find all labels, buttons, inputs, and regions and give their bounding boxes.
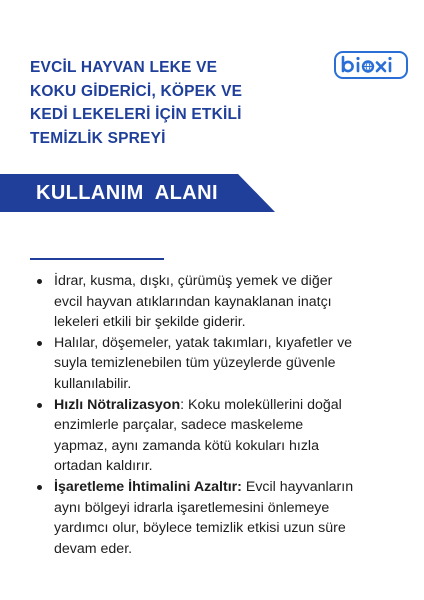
item-lead: İşaretleme İhtimalini Azaltır: [54,478,242,495]
item-line [54,477,406,498]
bioxi-logo [334,51,408,79]
bullet-icon [37,341,42,346]
list-item [26,395,406,477]
title-line-4: TEMİZLİK SPREYİ [30,129,166,147]
title-line-3: KEDİ LEKELERİ İÇİN ETKİLİ [30,106,242,123]
item-line: evcil hayvan atıklarından kaynaklanan inatçı [54,293,332,310]
list-item [26,271,406,333]
item-line: yardımcı olur, böylece temizlik etkisi uzun süre [54,520,346,537]
logo-wordmark-icon [339,54,403,76]
bullet-icon [37,403,42,408]
item-line: aynı bölgeyi idrarla işaretlemesini önlemeye [54,499,330,516]
bullet-icon [37,485,42,490]
item-line: lekeleri etkili bir şekilde giderir. [54,314,246,331]
item-lead-rest: : Koku moleküllerini doğal [180,396,342,413]
item-line: suyla temizlenebilen tüm yüzeylerde güvenle [54,355,336,372]
item-lead: Hızlı Nötralizasyon [54,396,181,413]
usage-area-banner [0,174,275,212]
item-lead-rest: Evcil hayvanların [241,478,354,495]
title-line-2: KOKU GİDERİCİ, KÖPEK VE [30,82,243,100]
bullet-icon [37,279,42,284]
item-line: enzimlerle parçalar, sadece maskeleme [54,417,304,434]
list-item [26,333,406,395]
divider [30,258,164,260]
list-item [26,477,406,559]
item-line: yapmaz, aynı zamanda kötü kokuları hızla [54,437,319,454]
item-line: ortadan kaldırır. [54,458,153,475]
banner-label: KULLANIM ALANI [36,182,218,204]
usage-list [26,271,406,559]
item-line: İdrar, kusma, dışkı, çürümüş yemek ve diğer [54,273,333,289]
item-line: Halılar, döşemeler, yatak takımları, kıyafetler ve [54,334,353,351]
item-line: devam eder. [54,540,133,557]
item-line [54,395,406,416]
title-line-1: EVCİL HAYVAN LEKE VE [30,59,218,76]
page-title [30,56,320,150]
item-line: kullanılabilir. [54,375,132,392]
